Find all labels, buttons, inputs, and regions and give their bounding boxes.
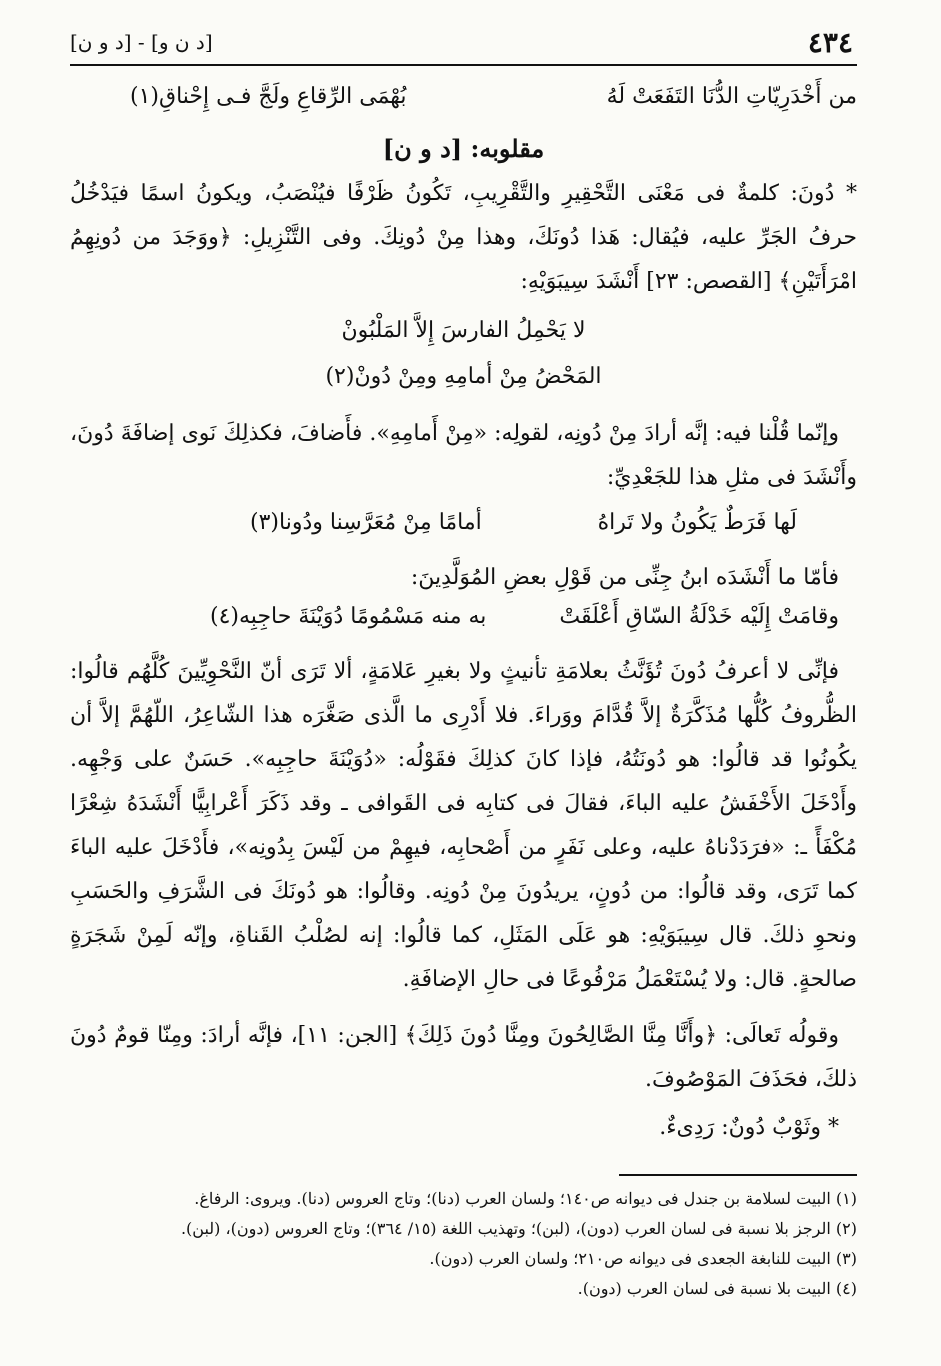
rajaz-line-1: لا يَحْمِلُ الفارسَ إِلاَّ المَلْبُونْ (341, 318, 586, 343)
footnote-rule (619, 1174, 857, 1176)
paragraph-5: وقولُه تَعالَى: ﴿وأَنَّا مِنَّا الصَّالِحُونَ ومِنَّا دُونَ ذَلِكَ﴾ [الجن: ١١]، فإنَّه أرادَ: ومِنّا قومٌ دُونَ ذلكَ، فحَذَفَ المَوْصُوفَ. (70, 1023, 857, 1092)
paragraph-6: * وثَوْبٌ دُونٌ: رَدِىءٌ. (659, 1115, 839, 1140)
footnote-3: (٣) البيت للنابغة الجعدى فى ديوانه ص٢١٠؛ ولسان العرب (دون). (429, 1249, 857, 1268)
verse-3-hemistich-1: وقامَتْ إِلَيْه خَدْلَةُ السّاقِ أَعْلَقَتْ (559, 604, 839, 629)
verse-3 (70, 604, 857, 648)
verse-2-hemistich-2: أمامًا مِنْ مُعَرَّسِنا ودُونا(٣) (250, 510, 482, 535)
running-head: [د ن و] - [د و ن] (70, 30, 213, 54)
verse-1-hemistich-2: بُهْمَى الرِّقاعِ ولَجَّ فـى إِحْناقِ(١) (130, 84, 407, 109)
section-title: مقلوبه: [د و ن] (382, 134, 545, 163)
footnote-2: (٢) الرجز بلا نسبة فى لسان العرب (دون)، (لبن)؛ وتهذيب اللغة (١٥/ ٣٦٤)؛ وتاج العروس (دون)، (لبن). (180, 1219, 857, 1238)
page-number: ٤٣٤ (807, 26, 853, 59)
rajaz-line-2: المَحْضُ مِنْ أمامِهِ ومِنْ دُونْ(٢) (325, 364, 602, 389)
verse-2 (70, 510, 857, 554)
verse-3-hemistich-2: به منه مَسْمُومًا دُوَيْنَةَ حاجِبِه(٤) (210, 604, 487, 629)
footnotes (70, 1184, 857, 1304)
paragraph-4: فإنِّى لا أعرفُ دُونَ تُؤَنَّثُ بعلامَةِ تأنيثٍ ولا بغيرِ عَلامَةٍ، ألا تَرَى أنّ النَّحْوِيِّينَ كُلَّهُم قالُوا: الظُّروفُ كُلُّها مُذَكَّرَةٌ إلاَّ قُدَّامَ ووَراءَ. فلا أَدْرِى ما الَّذى صَغَّرَه هذا الشّاعِرُ، اللّهُمَّ إلاَّ أن يكُونُوا قد قالُوا: هو دُونَتُهُ، فإذا كانَ كذلِكَ فقَوْلُه: «دُوَيْنَةَ حاجِبِه». حَسَنٌ على وَجْهِه. وأَدْخَلَ الأَخْفَشُ عليه الباءَ، فقالَ فى كتابِه فى القَوافى ـ وقد ذَكَرَ أَعْرابِيًّا أَنْشَدَهُ شِعْرًا مُكْفَأً ـ: «فرَدَدْناهُ عليه، وعلى نَفَرٍ من أَصْحابِه، فيهِمْ من لَيْسَ بِدُونِه»، فأَدْخَلَ عليه الباءَ كما تَرَى، وقد قالُوا: من دُونٍ، يريدُونَ مِنْ دُونِه. وقالُوا: هو دُونَكَ فى الشَّرَفِ والحَسَبِ ونحوِ ذلكَ. قال سِيبَوَيْهِ: هو عَلَى المَثَلِ، كما قالُوا: إنه لصُلْبُ القَناةِ، وإنّه لَمِنْ شَجَرَةٍ صالحةٍ. قال: ولا يُسْتَعْمَلُ مَرْفُوعًا فى حالِ الإضافَةِ. (70, 659, 858, 992)
verse-1 (70, 84, 857, 128)
footnote-4: (٤) البيت بلا نسبة فى لسان العرب (دون). (577, 1279, 857, 1298)
paragraph-1: * دُونَ: كلمةٌ فى مَعْنَى التَّحْقِيرِ والتَّقْرِيبِ، تَكُونُ ظَرْفًا فيُنْصَبُ، ويكونُ اسمًا فيَدْخُلُ حرفُ الجَرِّ عليه، فيُقال: هَذا دُونَكَ، وهذا مِنْ دُونِكَ. وفى التَّنْزِيلِ: ﴿ووَجَدَ من دُونِهِمُ امْرَأَتَيْنِ﴾ [القصص: ٢٣] أَنْشَدَ سِيبَوَيْهِ: (70, 181, 857, 294)
paragraph-3: فأمّا ما أَنْشَدَه ابنُ جِنِّى من قَوْلِ بعضِ المُوَلَّدِينَ: (410, 565, 839, 590)
paragraph-2: وإنّما قُلْنا فيه: إنَّه أرادَ مِنْ دُونِه، لقولِه: «مِنْ أَمامِهِ». فأَضافَ، فكذلِكَ نَوى إضافَةَ دُونَ، وأَنْشَدَ فى مثلِ هذا للجَعْدِيِّ: (70, 421, 857, 490)
page-header (70, 26, 853, 62)
verse-1-hemistich-1: من أَخْدَرِيّاتِ الدُّنَا التَفَعَتْ لَهُ (606, 84, 857, 109)
footnote-1: (١) البيت لسلامة بن جندل فى ديوانه ص١٤٠؛ ولسان العرب (دنا)؛ وتاج العروس (دنا). ويروى: الرفاغ. (194, 1189, 857, 1208)
verse-2-hemistich-1: لَها فَرَطٌ يَكُونُ ولا تَراهُ (597, 510, 797, 535)
header-rule (70, 64, 857, 66)
